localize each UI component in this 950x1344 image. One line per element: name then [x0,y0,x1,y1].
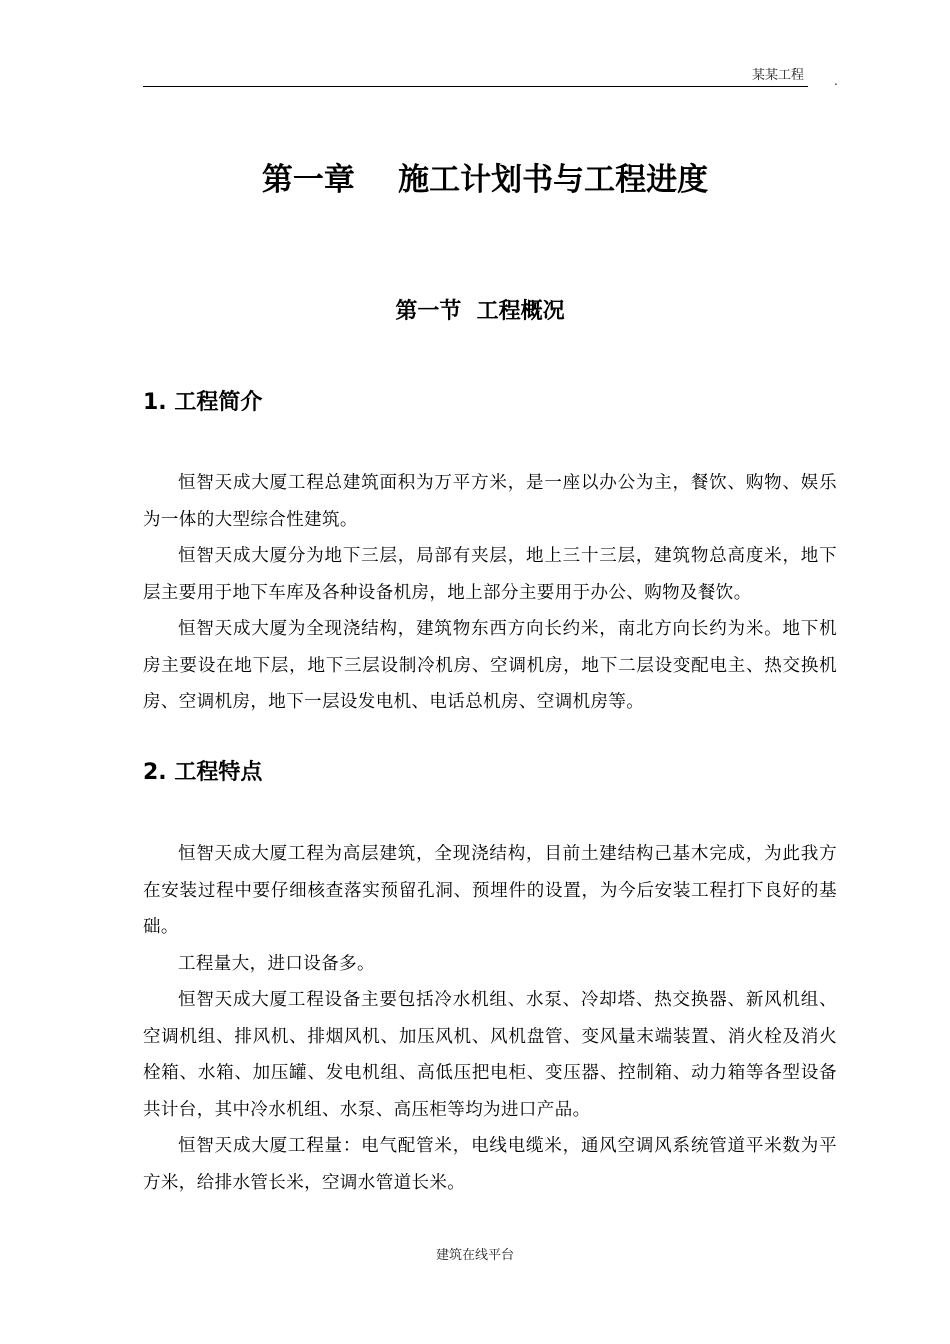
page-header-dot: . [834,74,838,88]
page-header-text: 某某工程 [752,68,805,83]
paragraph: 恒智天成大厦工程为高层建筑，全现浇结构，目前土建结构己基木完成，为此我方在安装过程中要仔细核查落实预留孔洞、预埋件的设置，为今后安装工程打下良好的基础。 [143,844,837,937]
chapter-title: 第一章 施工计划书与工程进度 [261,162,709,198]
paragraph: 恒智天成大厦工程量：电气配管米，电线电缆米，通风空调风系统管道平米数为平方米，给排水管长米，空调水管道长米。 [143,1136,837,1193]
project-intro-body [143,465,837,721]
paragraph: 恒智天成大厦工程总建筑面积为万平方米，是一座以办公为主，餐饮、购物、娱乐为一体的大型综合性建筑。 [143,473,837,530]
paragraph: 恒智天成大厦分为地下三层，局部有夹层，地上三十三层，建筑物总高度米，地下层主要用于地下车库及各种设备机房，地上部分主要用于办公、购物及餐饮。 [143,546,837,603]
project-features-body [143,836,837,1201]
section-title: 第一节 工程概况 [395,299,565,324]
page-footer-text: 建筑在线平台 [435,1248,514,1263]
paragraph: 工程量大，进口设备多。 [178,953,375,974]
heading-project-intro: 1. 工程简介 [143,390,263,415]
header-divider [143,86,808,87]
paragraph: 恒智天成大厦为全现浇结构，建筑物东西方向长约米，南北方向长约为米。地下机房主要设在地下层，地下三层设制冷机房、空调机房，地下二层设变配电主、热交换机房、空调机房，地下一层设发电机、电话总机房、空调机房等。 [143,619,837,712]
heading-project-features: 2. 工程特点 [143,760,263,785]
paragraph: 恒智天成大厦工程设备主要包括冷水机组、水泵、冷却塔、热交换器、新风机组、空调机组、排风机、排烟风机、加压风机、风机盘管、变风量末端装置、消火栓及消火栓箱、水箱、加压罐、发电机组、高低压把电柜、变压器、控制箱、动力箱等各型设备共计台，其中冷水机组、水泵、高压柜等均为进口产品。 [143,990,837,1120]
